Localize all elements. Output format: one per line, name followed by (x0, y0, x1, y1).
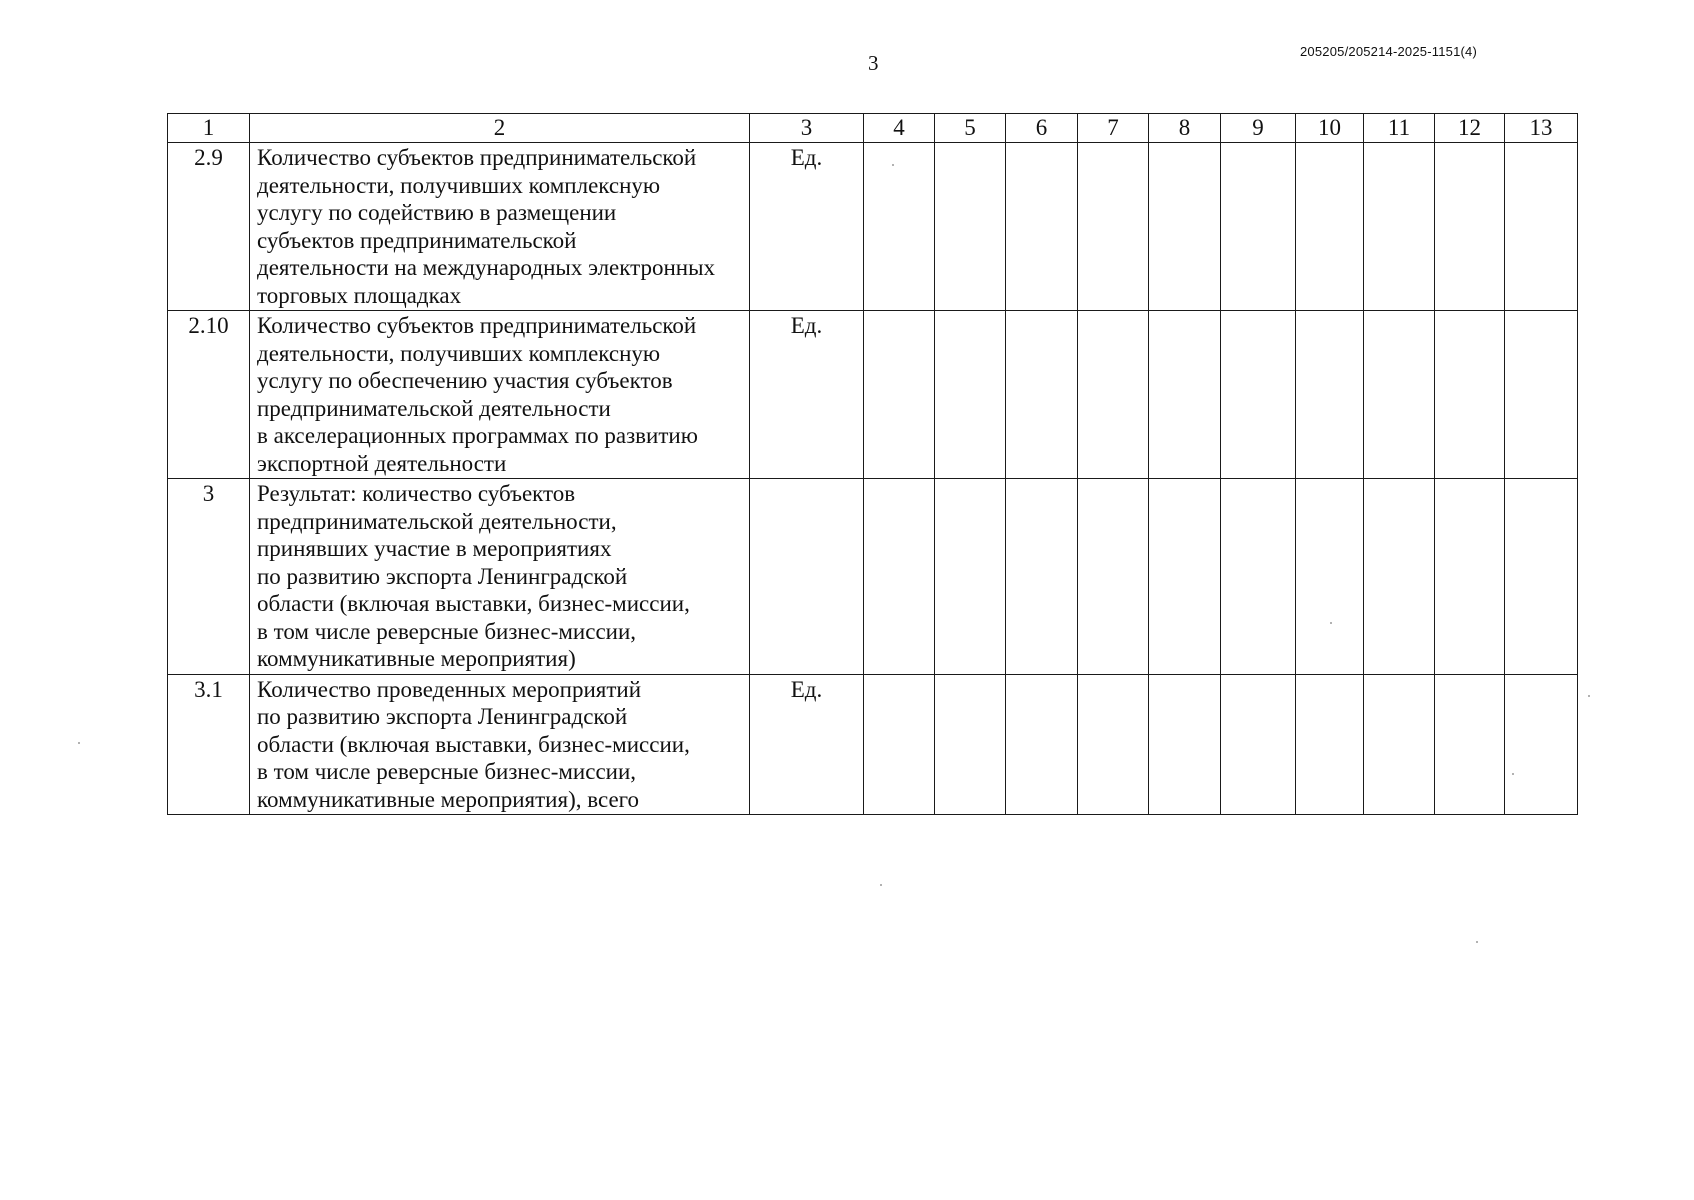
value-cell-col-8 (1149, 479, 1221, 675)
value-cell-col-9 (1221, 143, 1296, 311)
value-cell-col-10 (1296, 479, 1364, 675)
value-cell-col-5 (935, 674, 1006, 815)
value-cell-col-13 (1505, 479, 1578, 675)
value-cell-col-8 (1149, 143, 1221, 311)
value-cell-col-10 (1296, 674, 1364, 815)
value-cell-col-12 (1435, 311, 1505, 479)
table-row (168, 674, 1578, 815)
indicator-name-line: по развитию экспорта Ленинградской (257, 704, 628, 729)
value-cell-col-11 (1364, 674, 1435, 815)
row-number: 2.9 (168, 143, 250, 311)
indicator-name-line: услугу по обеспечению участия субъектов (257, 368, 673, 393)
indicator-name-line: деятельности, получивших комплексную (257, 172, 661, 198)
indicator-name-line: принявших участие в мероприятиях (257, 536, 612, 561)
value-cell-col-5 (935, 311, 1006, 479)
column-header-1: 1 (168, 114, 250, 143)
value-cell-col-8 (1149, 311, 1221, 479)
indicator-name-line: экспортной деятельности (257, 450, 507, 476)
column-header-8: 8 (1149, 114, 1221, 143)
column-header-4: 4 (864, 114, 935, 143)
indicator-name-line: Количество субъектов предпринимательской (257, 145, 697, 170)
scan-speck (78, 742, 80, 744)
scan-speck (1512, 773, 1514, 775)
indicator-name-line: в том числе реверсные бизнес-миссии, (257, 618, 637, 644)
value-cell-col-6 (1006, 479, 1078, 675)
indicator-name-line: деятельности, получивших комплексную (257, 340, 661, 366)
column-header-5: 5 (935, 114, 1006, 143)
value-cell-col-4 (864, 674, 935, 815)
value-cell-col-10 (1296, 143, 1364, 311)
value-cell-col-7 (1078, 674, 1149, 815)
column-header-9: 9 (1221, 114, 1296, 143)
scan-speck (1330, 622, 1332, 624)
table-header-row (168, 114, 1578, 143)
value-cell-col-13 (1505, 674, 1578, 815)
indicator-name-line: в акселерационных программах по развитию (257, 423, 698, 448)
row-number: 2.10 (168, 311, 250, 479)
document-reference: 205205/205214-2025-1151(4) (1300, 44, 1477, 59)
column-header-11: 11 (1364, 114, 1435, 143)
table-row (168, 143, 1578, 311)
indicator-name-line: Количество субъектов предпринимательской (257, 313, 697, 338)
value-cell-col-12 (1435, 143, 1505, 311)
indicator-name (250, 674, 750, 815)
value-cell-col-6 (1006, 143, 1078, 311)
column-header-12: 12 (1435, 114, 1505, 143)
value-cell-col-4 (864, 143, 935, 311)
value-cell-col-10 (1296, 311, 1364, 479)
scan-speck (892, 164, 894, 166)
column-header-6: 6 (1006, 114, 1078, 143)
value-cell-col-9 (1221, 674, 1296, 815)
row-number: 3.1 (168, 674, 250, 815)
indicator-name-line: предпринимательской деятельности, (257, 508, 617, 534)
value-cell-col-13 (1505, 311, 1578, 479)
indicator-name-line: коммуникативные мероприятия), всего (257, 786, 640, 812)
unit-of-measure (750, 479, 864, 675)
value-cell-col-11 (1364, 479, 1435, 675)
value-cell-col-4 (864, 479, 935, 675)
value-cell-col-5 (935, 479, 1006, 675)
value-cell-col-12 (1435, 479, 1505, 675)
unit-of-measure: Ед. (750, 674, 864, 815)
value-cell-col-11 (1364, 311, 1435, 479)
indicator-name-line: Количество проведенных мероприятий (257, 676, 642, 702)
column-header-7: 7 (1078, 114, 1149, 143)
scan-speck (1588, 695, 1590, 697)
indicator-name (250, 311, 750, 479)
value-cell-col-12 (1435, 674, 1505, 815)
indicator-name-line: субъектов предпринимательской (257, 227, 577, 253)
column-header-2: 2 (250, 114, 750, 143)
scan-speck (1476, 941, 1478, 943)
value-cell-col-11 (1364, 143, 1435, 311)
indicator-name (250, 479, 750, 675)
value-cell-col-8 (1149, 674, 1221, 815)
value-cell-col-7 (1078, 311, 1149, 479)
value-cell-col-9 (1221, 479, 1296, 675)
value-cell-col-5 (935, 143, 1006, 311)
row-number: 3 (168, 479, 250, 675)
page-number: 3 (868, 51, 879, 75)
table-row (168, 479, 1578, 675)
indicator-name (250, 143, 750, 311)
value-cell-col-6 (1006, 674, 1078, 815)
indicators-table (167, 113, 1578, 815)
indicator-name-line: услугу по содействию в размещении (257, 200, 617, 225)
indicator-name-line: в том числе реверсные бизнес-миссии, (257, 759, 637, 784)
column-header-13: 13 (1505, 114, 1578, 143)
scan-speck (880, 884, 882, 886)
value-cell-col-7 (1078, 479, 1149, 675)
unit-of-measure: Ед. (750, 311, 864, 479)
indicator-name-line: Результат: количество субъектов (257, 481, 576, 506)
indicator-name-line: области (включая выставки, бизнес-миссии, (257, 731, 690, 757)
indicator-name-line: по развитию экспорта Ленинградской (257, 563, 628, 589)
indicator-name-line: коммуникативные мероприятия) (257, 646, 576, 671)
indicator-name-line: области (включая выставки, бизнес-миссии, (257, 591, 690, 616)
indicator-name-line: торговых площадках (257, 282, 462, 308)
column-header-3: 3 (750, 114, 864, 143)
indicator-name-line: предпринимательской деятельности (257, 395, 611, 421)
value-cell-col-7 (1078, 143, 1149, 311)
value-cell-col-9 (1221, 311, 1296, 479)
indicator-name-line: деятельности на международных электронных (257, 255, 716, 280)
value-cell-col-6 (1006, 311, 1078, 479)
value-cell-col-13 (1505, 143, 1578, 311)
value-cell-col-4 (864, 311, 935, 479)
column-header-10: 10 (1296, 114, 1364, 143)
unit-of-measure: Ед. (750, 143, 864, 311)
table-row (168, 311, 1578, 479)
